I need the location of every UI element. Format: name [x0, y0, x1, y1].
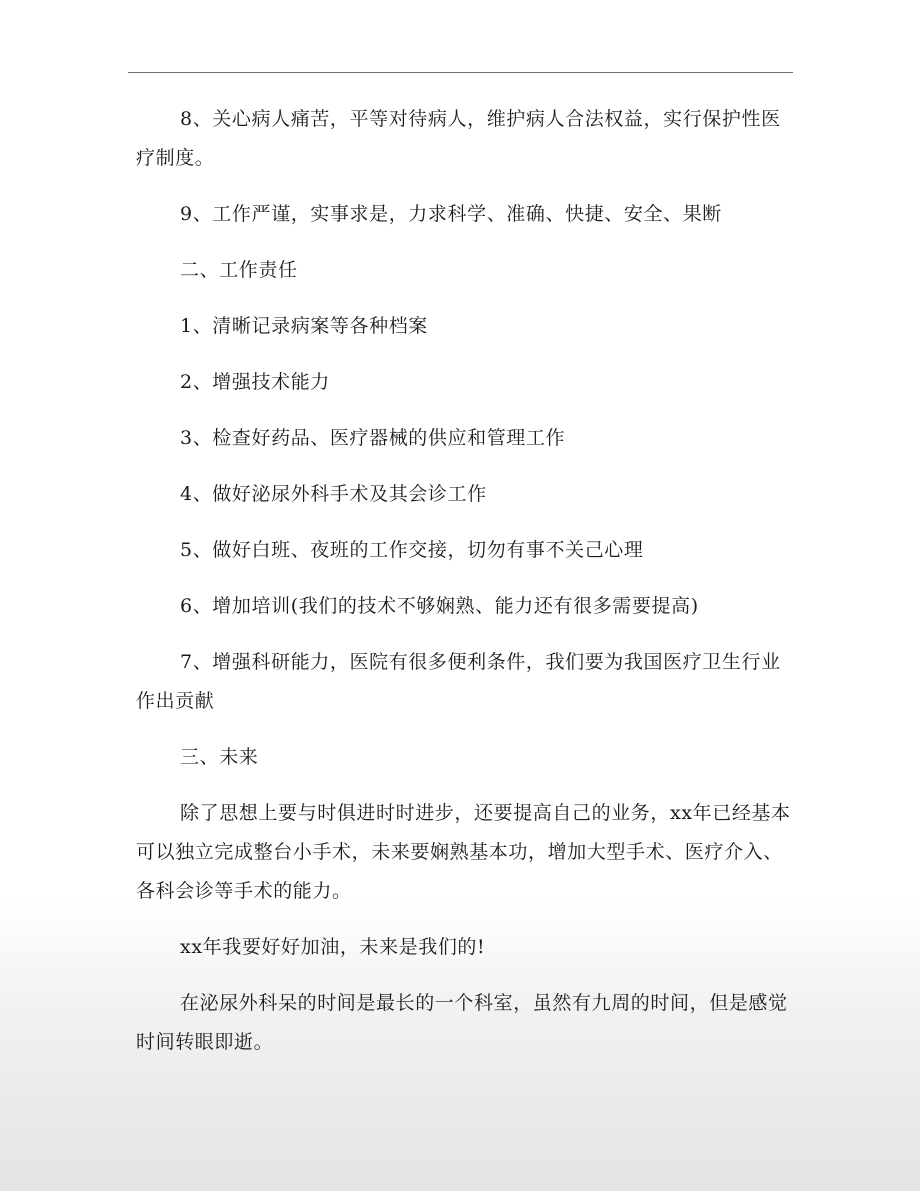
paragraph-item-9: 9、工作严谨，实事求是，力求科学、准确、快捷、安全、果断: [180, 203, 722, 225]
paragraph-responsibility-1: 1、清晰记录病案等各种档案: [180, 315, 428, 337]
paragraph-responsibility-6: 6、增加培训(我们的技术不够娴熟、能力还有很多需要提高): [180, 595, 699, 617]
document-body: [136, 100, 796, 1062]
paragraph-responsibility-3: 3、检查好药品、医疗器械的供应和管理工作: [180, 427, 566, 449]
section-heading-future: 三、未来: [180, 746, 259, 768]
paragraph-responsibility-4: 4、做好泌尿外科手术及其会诊工作: [180, 483, 487, 505]
paragraph-urology-reflection: 在泌尿外科呆的时间是最长的一个科室，虽然有九周的时间，但是感觉时间转眼即逝。: [136, 992, 788, 1053]
paragraph-responsibility-2: 2、增强技术能力: [180, 371, 330, 393]
section-heading-work-responsibility: 二、工作责任: [180, 259, 298, 281]
paragraph-responsibility-5: 5、做好白班、夜班的工作交接，切勿有事不关己心理: [180, 539, 644, 561]
paragraph-encouragement: xx年我要好好加油，未来是我们的!: [180, 936, 486, 958]
header-rule: [128, 72, 793, 73]
paragraph-responsibility-7: 7、增强科研能力，医院有很多便利条件，我们要为我国医疗卫生行业作出贡献: [136, 651, 781, 712]
paragraph-future-plan: 除了思想上要与时俱进时时进步，还要提高自己的业务，xx年已经基本可以独立完成整台小手术，未来要娴熟基本功，增加大型手术、医疗介入、各科会诊等手术的能力。: [136, 802, 791, 902]
paragraph-item-8: 8、关心病人痛苦，平等对待病人，维护病人合法权益，实行保护性医疗制度。: [136, 108, 781, 169]
